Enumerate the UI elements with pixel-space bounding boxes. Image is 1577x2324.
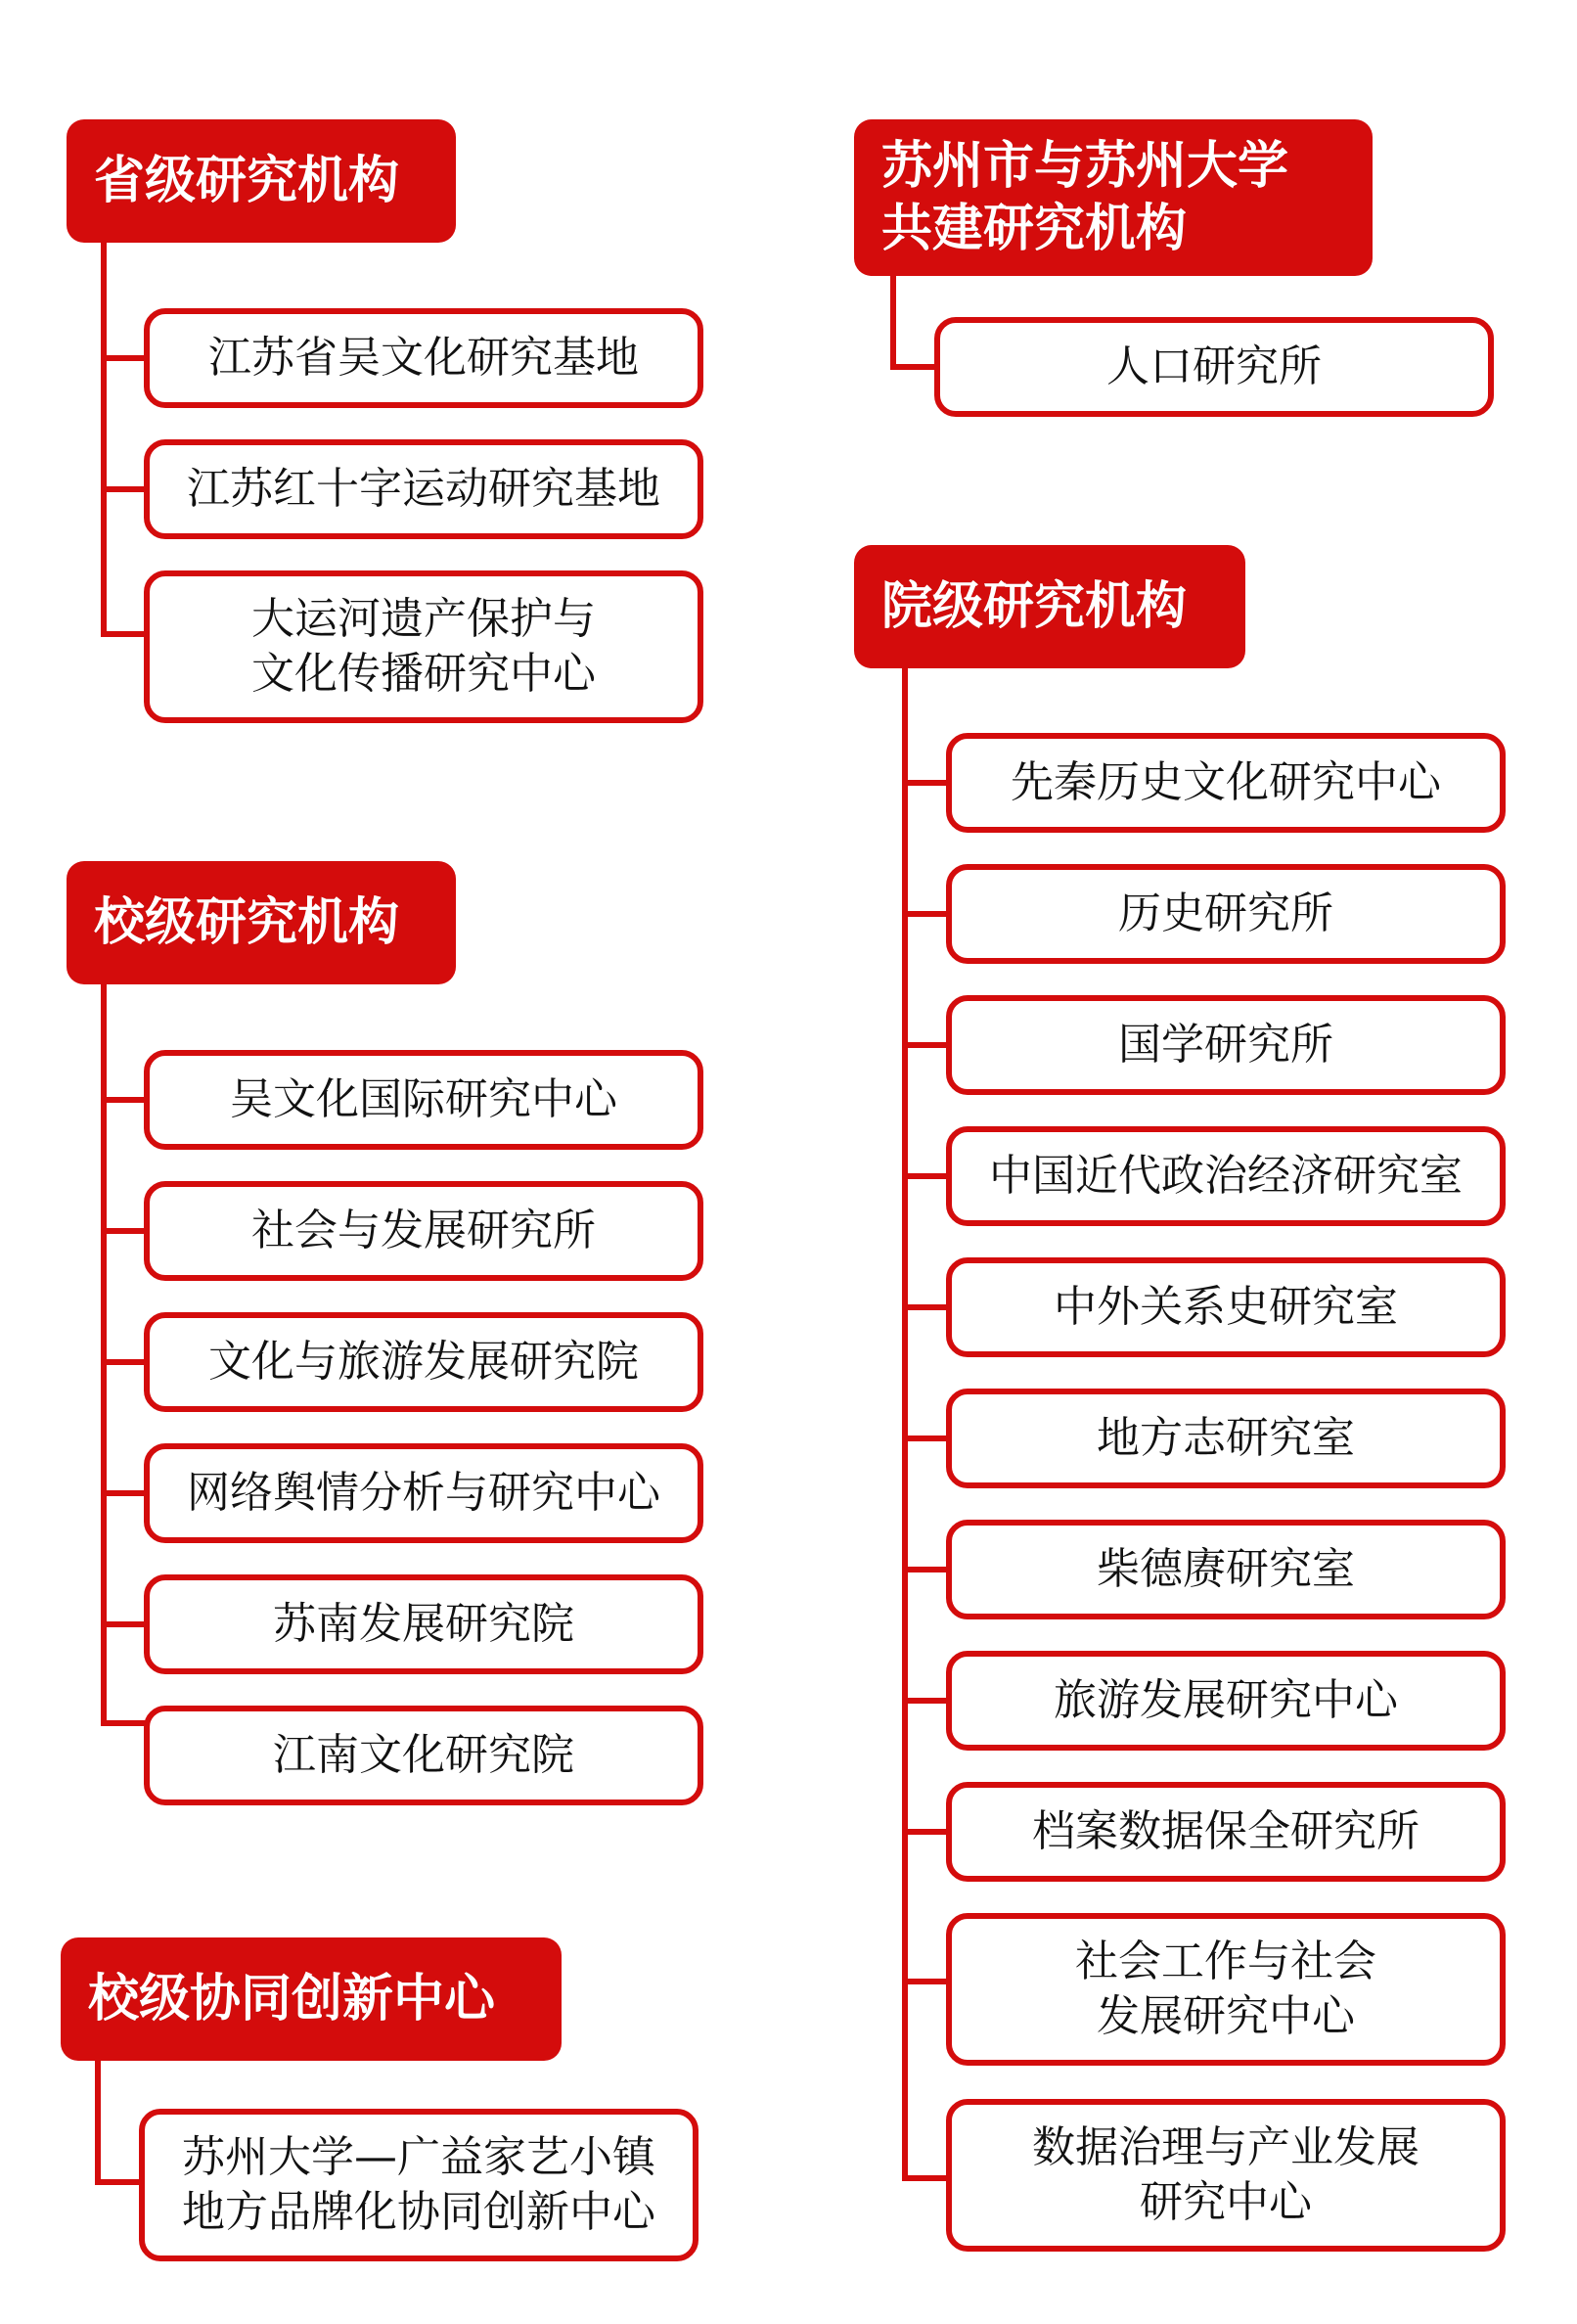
- college-item: 国学研究所: [946, 995, 1506, 1095]
- school-header: 校级研究机构: [67, 861, 456, 984]
- school-connector: [101, 1359, 147, 1365]
- school-item: 苏南发展研究院: [144, 1574, 703, 1674]
- college-item: 档案数据保全研究所: [946, 1782, 1506, 1882]
- college-item: 先秦历史文化研究中心: [946, 733, 1506, 833]
- provincial-item: 江苏省吴文化研究基地: [144, 308, 703, 408]
- college-connector: [902, 1304, 951, 1310]
- city-item: 人口研究所: [934, 317, 1494, 417]
- provincial-item: 江苏红十字运动研究基地: [144, 439, 703, 539]
- college-connector: [902, 780, 951, 786]
- college-connector: [902, 1042, 951, 1048]
- school-connector: [101, 1097, 147, 1103]
- college-connector: [902, 1567, 951, 1572]
- city-connector-vertical: [890, 276, 896, 370]
- provincial-connector: [101, 355, 147, 361]
- college-item: 地方志研究室: [946, 1389, 1506, 1488]
- college-connector-vertical: [902, 668, 908, 2181]
- school-item: 江南文化研究院: [144, 1706, 703, 1805]
- city-connector: [890, 364, 939, 370]
- college-header: 院级研究机构: [854, 545, 1245, 668]
- college-item: 中国近代政治经济研究室: [946, 1126, 1506, 1226]
- school-item: 网络舆情分析与研究中心: [144, 1443, 703, 1543]
- school-item: 社会与发展研究所: [144, 1181, 703, 1281]
- innovation-header: 校级协同创新中心: [61, 1937, 562, 2061]
- provincial-connector: [101, 631, 147, 637]
- school-connector: [101, 1621, 147, 1627]
- school-item: 吴文化国际研究中心: [144, 1050, 703, 1150]
- college-item: 历史研究所: [946, 864, 1506, 964]
- college-item: 中外关系史研究室: [946, 1257, 1506, 1357]
- college-connector: [902, 1829, 951, 1835]
- college-connector: [902, 1173, 951, 1179]
- college-item: 社会工作与社会 发展研究中心: [946, 1913, 1506, 2066]
- school-connector: [101, 1490, 147, 1496]
- college-item: 柴德赓研究室: [946, 1520, 1506, 1619]
- school-connector: [101, 1720, 147, 1726]
- college-connector: [902, 911, 951, 917]
- college-connector: [902, 1979, 951, 1984]
- college-connector: [902, 1435, 951, 1441]
- provincial-item: 大运河遗产保护与 文化传播研究中心: [144, 570, 703, 723]
- school-item: 文化与旅游发展研究院: [144, 1312, 703, 1412]
- college-item: 旅游发展研究中心: [946, 1651, 1506, 1751]
- college-connector: [902, 1698, 951, 1704]
- school-connector: [101, 1228, 147, 1234]
- college-item: 数据治理与产业发展 研究中心: [946, 2099, 1506, 2252]
- provincial-header: 省级研究机构: [67, 119, 456, 243]
- college-connector: [902, 2175, 951, 2181]
- provincial-connector-vertical: [101, 243, 107, 637]
- innovation-connector: [95, 2179, 144, 2185]
- city-header: 苏州市与苏州大学 共建研究机构: [854, 119, 1373, 276]
- innovation-item: 苏州大学—广益家艺小镇 地方品牌化协同创新中心: [139, 2109, 698, 2261]
- provincial-connector: [101, 486, 147, 492]
- innovation-connector-vertical: [95, 2061, 101, 2185]
- school-connector-vertical: [101, 984, 107, 1726]
